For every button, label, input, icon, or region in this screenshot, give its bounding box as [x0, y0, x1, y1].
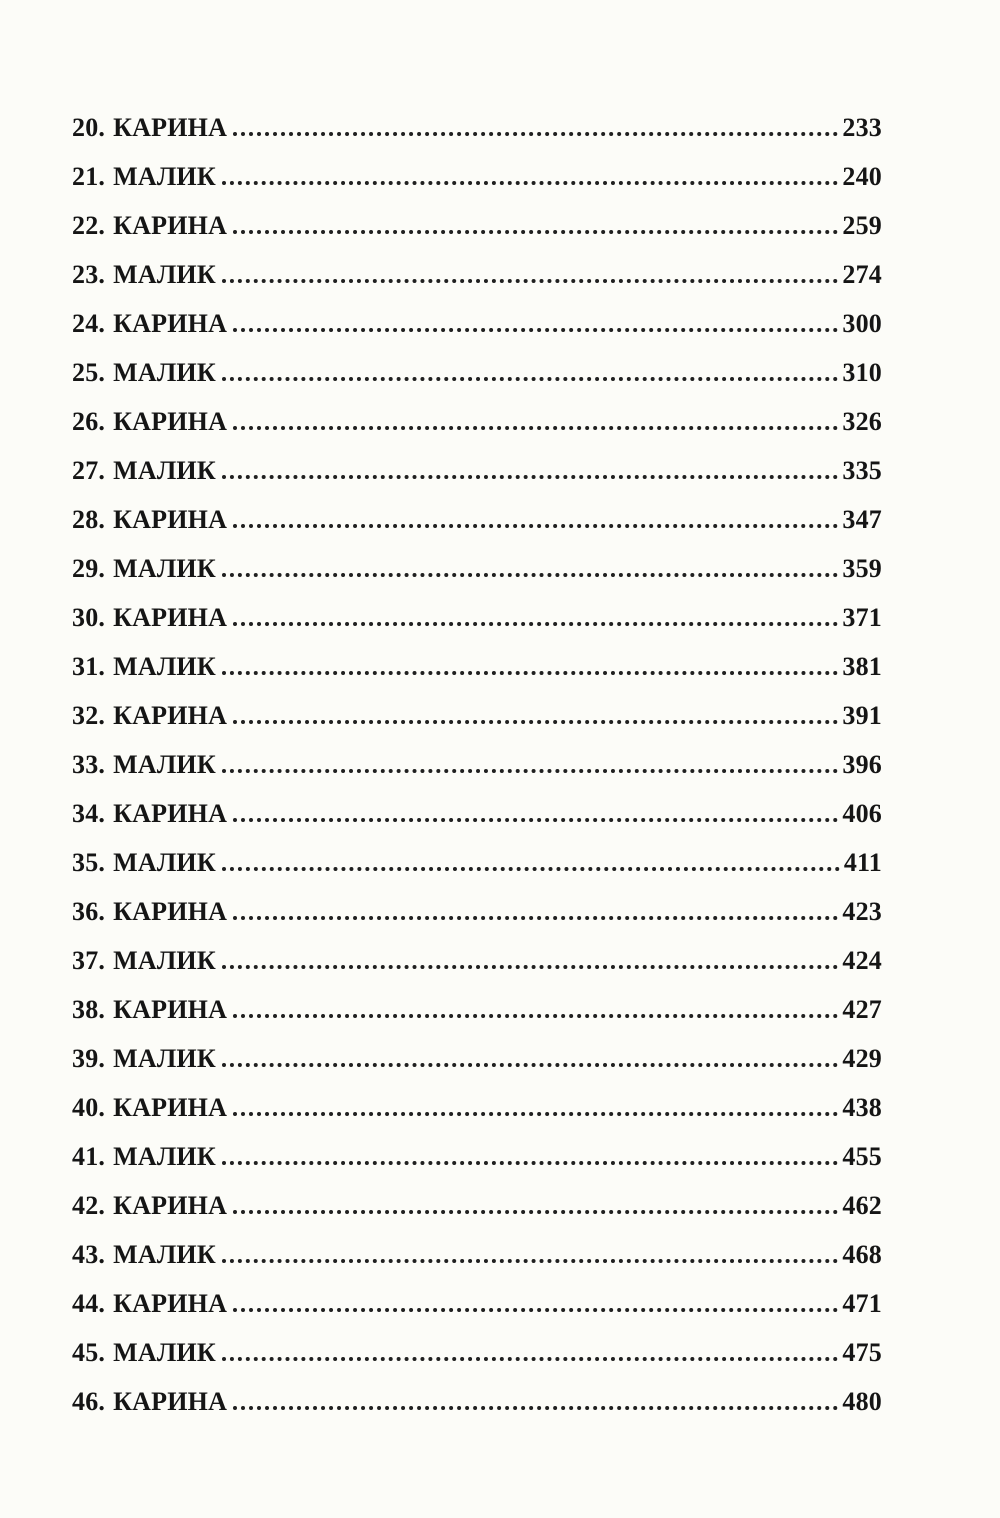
chapter-title: КАРИНА [113, 309, 228, 338]
toc-entry [72, 113, 882, 162]
chapter-number: 20. [72, 113, 106, 142]
chapter-title: МАЛИК [113, 946, 216, 975]
chapter-title: КАРИНА [113, 897, 228, 926]
page-number: 475 [842, 1338, 882, 1367]
chapter-title: МАЛИК [113, 260, 216, 289]
dot-leader [222, 1249, 839, 1263]
chapter-title: КАРИНА [113, 799, 228, 828]
chapter-title: КАРИНА [113, 113, 228, 142]
dot-leader [233, 1298, 838, 1312]
toc-entry [72, 1044, 882, 1093]
chapter-number: 30. [72, 603, 106, 632]
toc-entry [72, 358, 882, 407]
dot-leader [233, 318, 838, 332]
toc-entry [72, 750, 882, 799]
chapter-title: КАРИНА [113, 407, 228, 436]
toc-entry [72, 505, 882, 554]
chapter-title: МАЛИК [113, 358, 216, 387]
chapter-title: МАЛИК [113, 848, 216, 877]
page-number: 429 [842, 1044, 882, 1073]
dot-leader [222, 955, 839, 969]
chapter-title: КАРИНА [113, 995, 228, 1024]
chapter-number: 41. [72, 1142, 106, 1171]
chapter-number: 39. [72, 1044, 106, 1073]
dot-leader [233, 220, 838, 234]
page-number: 359 [842, 554, 882, 583]
toc-entry [72, 162, 882, 211]
toc-entry [72, 1093, 882, 1142]
chapter-number: 38. [72, 995, 106, 1024]
page-number: 462 [842, 1191, 882, 1220]
chapter-number: 46. [72, 1387, 106, 1416]
toc-entry [72, 554, 882, 603]
dot-leader [233, 514, 838, 528]
chapter-title: КАРИНА [113, 603, 228, 632]
chapter-title: МАЛИК [113, 456, 216, 485]
chapter-title: КАРИНА [113, 1191, 228, 1220]
toc-entry [72, 456, 882, 505]
chapter-title: КАРИНА [113, 505, 228, 534]
page-number: 259 [842, 211, 882, 240]
toc-entry [72, 603, 882, 652]
dot-leader [233, 1200, 838, 1214]
chapter-title: МАЛИК [113, 162, 216, 191]
toc-entry [72, 946, 882, 995]
page-number: 411 [843, 848, 882, 877]
toc-entry [72, 309, 882, 358]
page-number: 471 [842, 1289, 882, 1318]
page-number: 424 [842, 946, 882, 975]
toc-entry [72, 1142, 882, 1191]
dot-leader [233, 416, 838, 430]
toc-entry [72, 701, 882, 750]
toc-entry [72, 995, 882, 1044]
chapter-title: МАЛИК [113, 1142, 216, 1171]
chapter-title: КАРИНА [113, 1289, 228, 1318]
table-of-contents [72, 113, 882, 1436]
toc-entry [72, 1387, 882, 1436]
page-number: 381 [842, 652, 882, 681]
toc-entry [72, 211, 882, 260]
page-number: 371 [842, 603, 882, 632]
page-number: 326 [842, 407, 882, 436]
toc-entry [72, 1289, 882, 1338]
dot-leader [233, 808, 838, 822]
page-number: 335 [842, 456, 882, 485]
dot-leader [222, 1053, 839, 1067]
dot-leader [233, 1004, 838, 1018]
toc-entry [72, 1240, 882, 1289]
page-number: 391 [842, 701, 882, 730]
chapter-number: 44. [72, 1289, 106, 1318]
chapter-number: 40. [72, 1093, 106, 1122]
chapter-number: 27. [72, 456, 106, 485]
page-number: 396 [842, 750, 882, 779]
chapter-title: КАРИНА [113, 1387, 228, 1416]
dot-leader [233, 906, 838, 920]
chapter-number: 42. [72, 1191, 106, 1220]
page-number: 438 [842, 1093, 882, 1122]
dot-leader [222, 1151, 839, 1165]
toc-entry [72, 848, 882, 897]
chapter-number: 22. [72, 211, 106, 240]
dot-leader [233, 710, 838, 724]
chapter-number: 34. [72, 799, 106, 828]
page-number: 233 [842, 113, 882, 142]
dot-leader [233, 122, 838, 136]
chapter-title: МАЛИК [113, 1044, 216, 1073]
page-number: 480 [842, 1387, 882, 1416]
dot-leader [222, 465, 839, 479]
chapter-number: 36. [72, 897, 106, 926]
page-number: 310 [842, 358, 882, 387]
toc-entry [72, 897, 882, 946]
page-number: 347 [842, 505, 882, 534]
chapter-number: 35. [72, 848, 106, 877]
chapter-title: МАЛИК [113, 1240, 216, 1269]
page-number: 300 [842, 309, 882, 338]
toc-entry [72, 652, 882, 701]
chapter-title: МАЛИК [113, 750, 216, 779]
chapter-title: МАЛИК [113, 554, 216, 583]
chapter-title: КАРИНА [113, 701, 228, 730]
chapter-number: 24. [72, 309, 106, 338]
page-number: 427 [842, 995, 882, 1024]
chapter-number: 43. [72, 1240, 106, 1269]
dot-leader [222, 171, 839, 185]
dot-leader [233, 1102, 838, 1116]
toc-entry [72, 799, 882, 848]
chapter-number: 31. [72, 652, 106, 681]
chapter-number: 37. [72, 946, 106, 975]
chapter-title: КАРИНА [113, 1093, 228, 1122]
chapter-title: МАЛИК [113, 652, 216, 681]
toc-entry [72, 1338, 882, 1387]
chapter-title: КАРИНА [113, 211, 228, 240]
toc-entry [72, 260, 882, 309]
chapter-title: МАЛИК [113, 1338, 216, 1367]
chapter-number: 45. [72, 1338, 106, 1367]
page-number: 274 [842, 260, 882, 289]
dot-leader [222, 857, 840, 871]
toc-entry [72, 1191, 882, 1240]
page-number: 240 [842, 162, 882, 191]
chapter-number: 33. [72, 750, 106, 779]
chapter-number: 21. [72, 162, 106, 191]
dot-leader [222, 367, 839, 381]
chapter-number: 29. [72, 554, 106, 583]
dot-leader [222, 563, 839, 577]
dot-leader [222, 269, 839, 283]
chapter-number: 25. [72, 358, 106, 387]
dot-leader [222, 661, 839, 675]
chapter-number: 23. [72, 260, 106, 289]
chapter-number: 32. [72, 701, 106, 730]
chapter-number: 28. [72, 505, 106, 534]
chapter-number: 26. [72, 407, 106, 436]
dot-leader [222, 1347, 839, 1361]
page-number: 406 [842, 799, 882, 828]
dot-leader [222, 759, 839, 773]
toc-entry [72, 407, 882, 456]
dot-leader [233, 612, 838, 626]
page-number: 423 [842, 897, 882, 926]
page-number: 468 [842, 1240, 882, 1269]
dot-leader [233, 1396, 838, 1410]
page-number: 455 [842, 1142, 882, 1171]
